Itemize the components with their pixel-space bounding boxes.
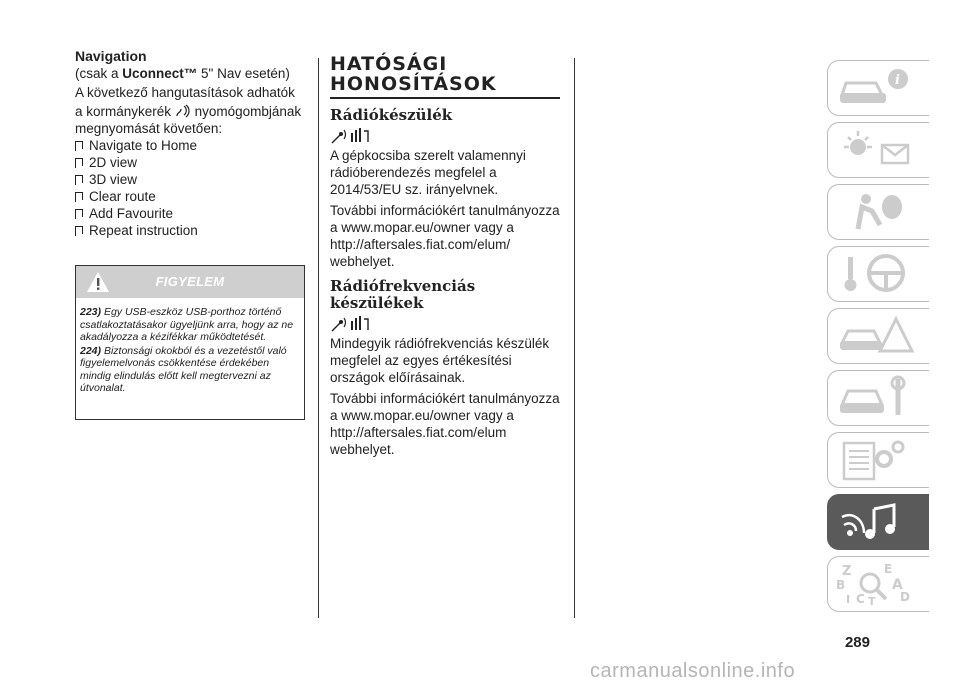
svg-text:I: I	[846, 593, 851, 606]
bullet-icon	[75, 175, 83, 183]
alphabetical-index-icon	[836, 561, 922, 607]
warning-title: FIGYELEM	[155, 274, 225, 289]
road-warning-icon	[836, 313, 922, 359]
intro-line-1: A következő hangutasítások adhatók	[75, 85, 295, 100]
svg-text:B: B	[836, 578, 846, 592]
list-item: Add Favourite	[75, 205, 307, 222]
tab-index[interactable]	[827, 556, 929, 612]
title-divider	[330, 97, 560, 99]
tab-warning-lights[interactable]	[827, 122, 929, 178]
tab-maintenance[interactable]	[827, 370, 929, 426]
page-number: 289	[844, 634, 870, 651]
svg-text:E: E	[884, 562, 893, 576]
intro-line-2: a kormánykerék nyomógombjának	[75, 104, 302, 119]
bullet-icon	[75, 226, 83, 234]
section-title-rf: Rádiófrekvenciás készülékek	[330, 276, 476, 312]
list-item: 2D view	[75, 154, 307, 171]
tab-starting-driving[interactable]	[827, 246, 929, 302]
page-title: HATÓSÁGI HONOSÍTÁSOK	[330, 53, 497, 95]
column-divider	[318, 58, 319, 618]
warning-item: 224) Biztonsági okokból és a vezetéstől való figyelemelvonás csökkentése érdekében mindig elindulás előtt kell megtervezni az útvonalat.	[80, 344, 287, 394]
list-item: Repeat instruction	[75, 222, 307, 239]
column-divider	[574, 58, 575, 618]
bullet-icon	[75, 192, 83, 200]
warning-body	[76, 298, 304, 395]
warning-box	[75, 265, 305, 420]
intro-line-3: megnyomását követően:	[75, 121, 223, 136]
left-column	[75, 48, 307, 239]
right-column	[330, 48, 562, 458]
warning-item: 223) Egy USB-eszköz USB-porthoz történő csatlakoztatásakor ügyeljünk arra, hogy az ne akadályozza a kézifékkar működtetését.	[80, 306, 294, 343]
car-info-icon	[836, 65, 922, 111]
svg-text:i: i	[895, 73, 900, 88]
steering-key-icon	[836, 251, 922, 297]
multimedia-icon	[836, 499, 922, 545]
warning-header	[76, 266, 304, 298]
voice-command-icon	[175, 104, 191, 118]
list-item: Clear route	[75, 188, 307, 205]
svg-text:A: A	[892, 577, 903, 593]
tech-data-icon	[836, 437, 922, 483]
bullet-icon	[75, 209, 83, 217]
tab-emergency[interactable]	[827, 308, 929, 364]
rf-paragraph-2: További információkért tanulmányozza a www.mopar.eu/owner vagy a http://aftersales.fiat.com/elum webhelyet.	[330, 390, 560, 457]
radio-paragraph-1: A gépkocsiba szerelt valamennyi rádióberendezés megfelel a 2014/53/EU sz. irányelvnek.	[330, 147, 526, 197]
radio-paragraph-2: További információkért tanulmányozza a www.mopar.eu/owner vagy a http://aftersales.fiat.com/elum/ webhelyet.	[330, 202, 560, 269]
svg-text:Z: Z	[842, 564, 852, 579]
svg-text:D: D	[900, 590, 910, 604]
rf-paragraph-1: Mindegyik rádiófrekvenciás készülék megfelel az egyes értékesítési országok előírásainak.	[330, 335, 550, 385]
navigation-subheading: (csak a Uconnect™ 5" Nav esetén)	[75, 66, 290, 81]
bullet-icon	[75, 141, 83, 149]
tab-technical-data[interactable]	[827, 432, 929, 488]
section-title-radio: Rádiókészülék	[330, 105, 453, 124]
watermark: carmanualsonline.info	[590, 660, 796, 682]
navigation-heading: Navigation	[75, 48, 147, 64]
tab-safety[interactable]	[827, 184, 929, 240]
radio-antenna-icon	[330, 315, 374, 333]
svg-text:T: T	[868, 595, 876, 607]
command-list	[75, 137, 307, 239]
tab-car-info[interactable]	[827, 60, 929, 116]
seat-airbag-icon	[836, 189, 922, 235]
tab-multimedia[interactable]	[827, 494, 929, 550]
svg-text:C: C	[856, 592, 865, 606]
list-item: 3D view	[75, 171, 307, 188]
warning-lights-icon	[836, 127, 922, 173]
bullet-icon	[75, 158, 83, 166]
radio-antenna-icon	[330, 127, 374, 145]
list-item: Navigate to Home	[75, 137, 307, 154]
car-wrench-icon	[836, 375, 922, 421]
